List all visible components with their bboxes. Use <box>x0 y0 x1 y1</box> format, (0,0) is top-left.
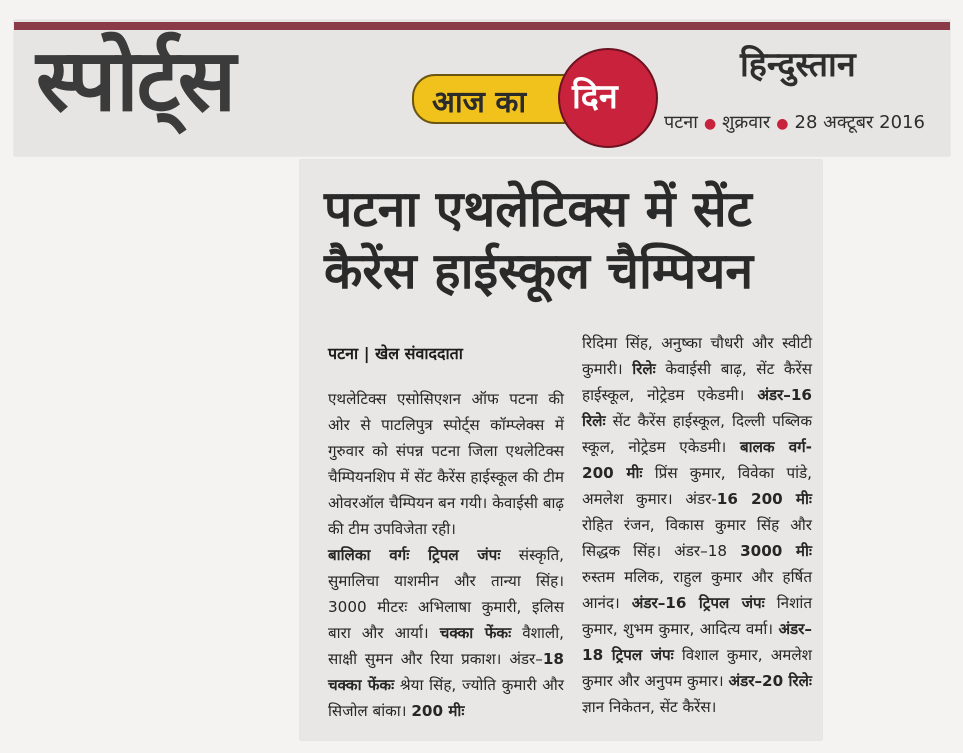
result-label: 18 चक्का फेंकः <box>328 650 564 694</box>
result-text: केवाईसी बाढ़, सेंट कैरेंस हाईस्कूल, नोट्रेडम एकेडमी। <box>582 360 812 404</box>
byline: पटना | खेल संवाददाता <box>328 344 463 363</box>
result-text: ज्ञान निकेतन, सेंट कैरेंस। <box>582 698 717 716</box>
result-text: श्रेया सिंह, ज्योति कुमारी और सिजोल बांका। <box>328 676 564 720</box>
badge-red-circle <box>558 48 658 148</box>
result-label: अंडर–16 रिलेः <box>582 386 812 430</box>
result-label: बालिका वर्गः ट्रिपल जंपः <box>328 546 501 564</box>
dateline <box>664 110 925 134</box>
result-text: वैशाली, साक्षी सुमन और रिया प्रकाश। अंडर– <box>328 624 564 668</box>
result-label: 16 200 मीः <box>716 490 812 508</box>
result-text: रिदिमा सिंह, अनुष्का चौधरी और स्वीटी कुमारी। <box>582 334 812 378</box>
results-paragraph-1 <box>328 542 564 724</box>
result-text: निशांत कुमार, शुभम कुमार, आदित्य वर्मा। <box>582 594 812 638</box>
dateline-date: 28 अक्टूबर 2016 <box>794 112 925 133</box>
result-label: 3000 मीः <box>740 542 812 560</box>
result-label: रिलेः <box>632 360 656 378</box>
dateline-day: शुक्रवार <box>722 112 771 133</box>
article-column-2 <box>582 330 812 720</box>
result-text: सेंट कैरेंस हाईस्कूल, दिल्ली पब्लिक स्कूल, नोट्रेडम एकेडमी। <box>582 412 812 456</box>
aaj-ka-din-badge <box>412 66 640 126</box>
article-column-1 <box>328 386 564 724</box>
result-text: रुस्तम मलिक, राहुल कुमार और हर्षित आनंद। <box>582 568 812 612</box>
bullet-icon: ● <box>703 116 717 132</box>
result-label: अंडर–16 ट्रिपल जंपः <box>631 594 765 612</box>
result-label: बालक वर्ग- 200 मीः <box>582 438 812 482</box>
badge-left-text: आज का <box>432 85 527 120</box>
result-label: चक्का फेंकः <box>439 624 512 642</box>
intro-paragraph: एथलेटिक्स एसोसिएशन ऑफ पटना की ओर से पाटलिपुत्र स्पोर्ट्स कॉम्प्लेक्स में गुरुवार को संपन्न पटना जिला एथलेटिक्स चैम्पियनशिप में सेंट कैरेंस हाईस्कूल की टीम ओवरऑल चैम्पियन बन गयी। केवाईसी बाढ़ की टीम उपविजेता रही। <box>328 390 564 538</box>
dateline-city: पटना <box>664 112 698 133</box>
result-label: अंडर–18 ट्रिपल जंपः <box>582 620 812 664</box>
result-text: संस्कृति, सुमालिचा याशमीन और तान्या सिंह। 3000 मीटरः अभिलाषा कुमारी, इलिस बारा और आर्या। <box>328 546 564 642</box>
result-text: रोहित रंजन, विकास कुमार सिंह और सिद्धक सिंह। अंडर–18 <box>582 516 812 560</box>
badge-right-text: दिन <box>572 77 618 117</box>
headline: पटना एथलेटिक्स में सेंट कैरेंस हाईस्कूल चैम्पियन <box>324 180 754 300</box>
result-text: प्रिंस कुमार, विवेका पांडे, अमलेश कुमार। अंडर- <box>582 464 812 508</box>
result-text: विशाल कुमार, अमलेश कुमार और अनुपम कुमार। <box>582 646 812 690</box>
result-label: 200 मीः <box>411 702 465 720</box>
masthead: हिन्दुस्तान <box>740 45 856 85</box>
results-paragraph-2 <box>582 330 812 720</box>
bullet-icon: ● <box>776 116 789 132</box>
header-rule <box>14 22 950 30</box>
result-label: अंडर–20 रिलेः <box>728 672 813 690</box>
section-title: स्पोर्ट्स <box>36 31 235 131</box>
